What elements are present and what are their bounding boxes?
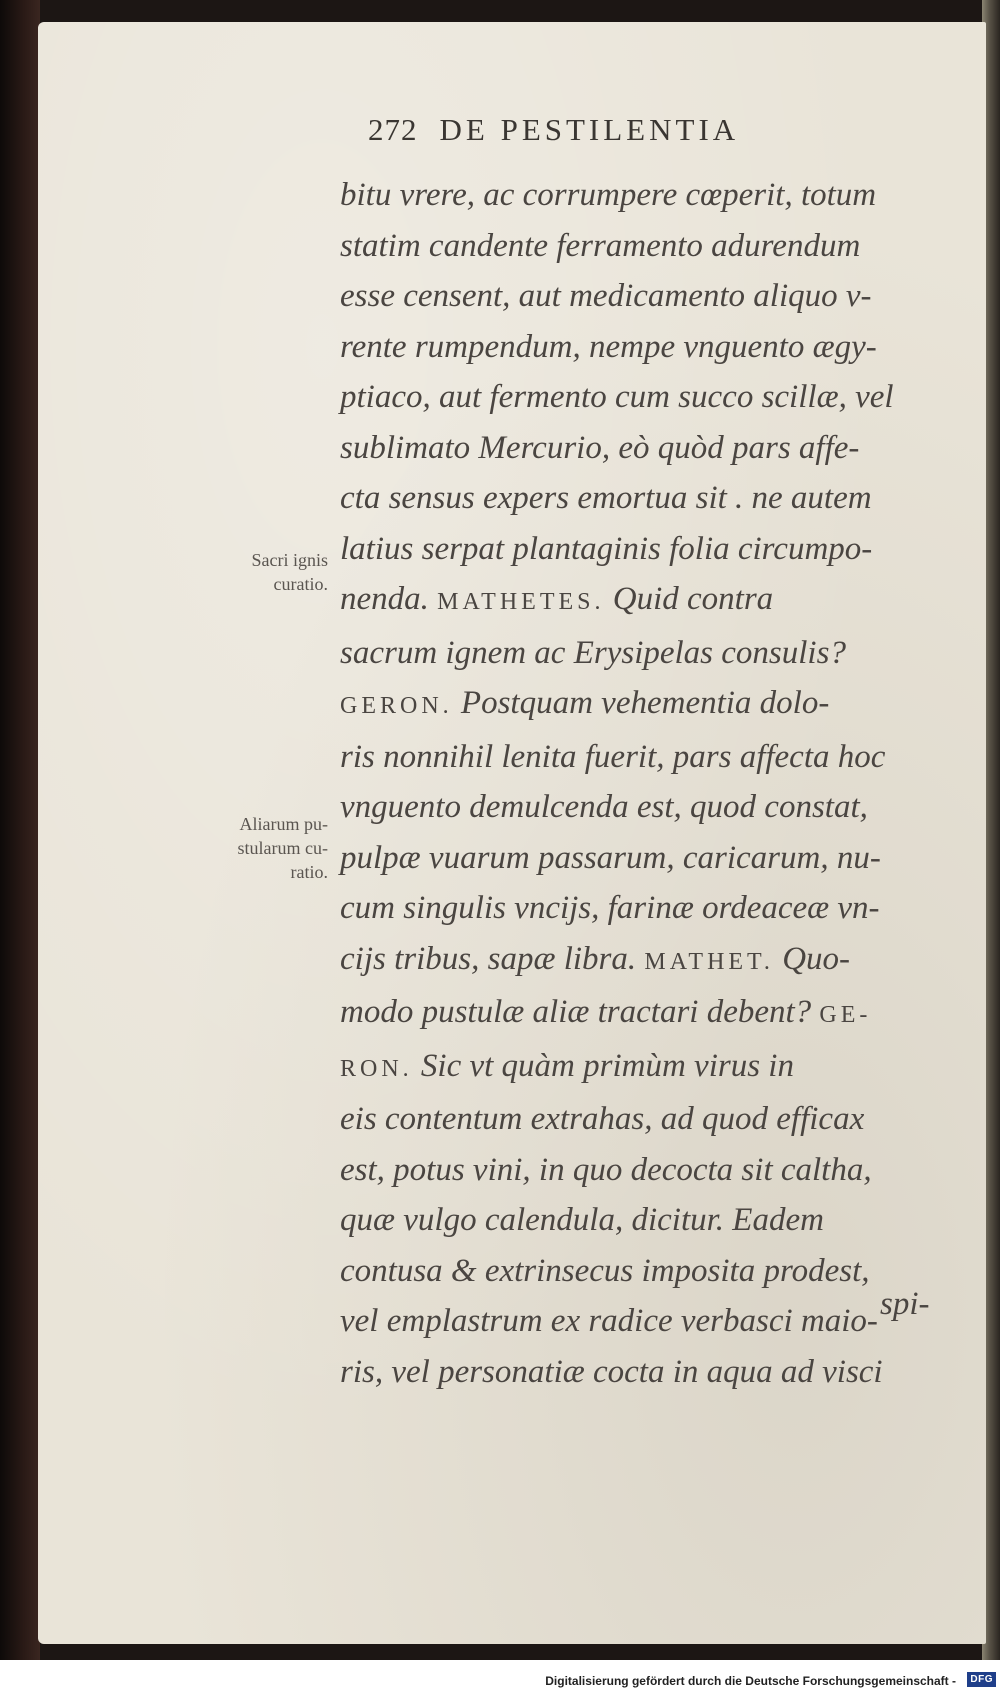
catchword: spi- <box>880 1286 930 1322</box>
text-segment: cum singulis vncijs, farinæ ordeaceæ vn- <box>340 890 880 926</box>
text-line <box>340 221 960 272</box>
marginal-line: stularum cu- <box>237 838 328 858</box>
text-line <box>340 1041 960 1095</box>
text-line <box>340 1094 960 1145</box>
text-segment: vel emplastrum ex radice verbasci maio- <box>340 1303 878 1339</box>
text-segment: cta sensus expers emortua sit . ne autem <box>340 480 872 516</box>
running-head <box>368 112 739 148</box>
footer <box>0 1668 1000 1697</box>
text-line <box>340 170 960 221</box>
text-segment: Postquam vehementia dolo- <box>452 685 830 721</box>
text-segment: pulpæ vuarum passarum, caricarum, nu- <box>340 839 881 876</box>
text-segment: ptiaco, aut fermento cum succo scillæ, vel <box>340 379 894 415</box>
marginal-line: ratio. <box>290 862 328 882</box>
speaker-name: MATHET. <box>644 948 774 975</box>
text-line <box>340 1246 960 1297</box>
text-segment: cijs tribus, sapæ libra. <box>340 940 645 977</box>
main-text <box>340 170 960 1397</box>
marginal-line: Aliarum pu- <box>239 814 328 834</box>
text-segment: sacrum ignem ac Erysipelas consulis? <box>340 634 846 671</box>
text-segment: Quid contra <box>604 581 774 617</box>
book-spine-shadow <box>0 0 40 1660</box>
text-line <box>340 782 960 833</box>
speaker-name: RON. <box>340 1055 413 1082</box>
funding-credit: Digitalisierung gefördert durch die Deutsche Forschungsgemeinschaft - <box>545 1674 956 1688</box>
text-line <box>340 678 960 732</box>
text-segment: quæ vulgo calendula, dicitur. Eadem <box>340 1202 824 1238</box>
running-title: DE PESTILENTIA <box>439 112 740 147</box>
text-segment: rente rumpendum, nempe vnguento ægy- <box>340 328 877 365</box>
text-segment: nenda. <box>340 581 438 617</box>
speaker-name: GE- <box>819 1002 872 1028</box>
marginal-line: curatio. <box>273 574 328 594</box>
text-segment: statim candente ferramento adurendum <box>340 227 861 264</box>
text-line <box>340 372 960 423</box>
text-line <box>340 1347 960 1398</box>
text-segment: modo pustulæ aliæ tractari debent? <box>340 994 820 1030</box>
text-line <box>340 524 960 575</box>
text-segment: ris nonnihil lenita fuerit, pars affecta hoc <box>340 738 886 775</box>
text-segment: eis contentum extrahas, ad quod efficax <box>340 1101 865 1137</box>
text-segment: Quo- <box>773 940 851 977</box>
text-segment: bitu vrere, ac corrumpere cœperit, totum <box>340 177 877 213</box>
text-segment: Sic vt quàm primùm virus in <box>412 1047 794 1084</box>
text-segment: latius serpat plantaginis folia circumpo- <box>340 530 873 567</box>
text-line <box>340 732 960 783</box>
text-line <box>340 883 960 934</box>
text-segment: ris, vel personatiæ cocta in aqua ad visci <box>340 1353 883 1390</box>
text-line <box>340 934 960 988</box>
marginal-line: Sacri ignis <box>251 550 328 570</box>
text-segment: contusa & extrinsecus imposita prodest, <box>340 1252 870 1289</box>
marginal-note-1 <box>178 548 328 596</box>
text-line <box>340 1145 960 1196</box>
text-segment: est, potus vini, in quo decocta sit caltha, <box>340 1151 872 1188</box>
text-line <box>340 322 960 373</box>
text-line <box>340 628 960 679</box>
text-segment: vnguento demulcenda est, quod constat, <box>340 789 868 825</box>
text-segment: sublimato Mercurio, eò quòd pars affe- <box>340 429 860 466</box>
page-number: 272 <box>368 112 418 147</box>
speaker-name: GERON. <box>340 693 453 719</box>
text-line <box>340 987 960 1041</box>
text-line <box>340 271 960 322</box>
dfg-logo: DFG <box>967 1672 996 1687</box>
text-line <box>340 1195 960 1246</box>
speaker-name: MATHETES. <box>437 589 605 615</box>
text-line <box>340 574 960 628</box>
marginal-note-2 <box>178 812 328 884</box>
text-line <box>340 423 960 474</box>
text-line <box>340 1296 960 1347</box>
text-segment: esse censent, aut medicamento aliquo v- <box>340 278 872 314</box>
text-line <box>340 833 960 884</box>
text-line <box>340 473 960 524</box>
